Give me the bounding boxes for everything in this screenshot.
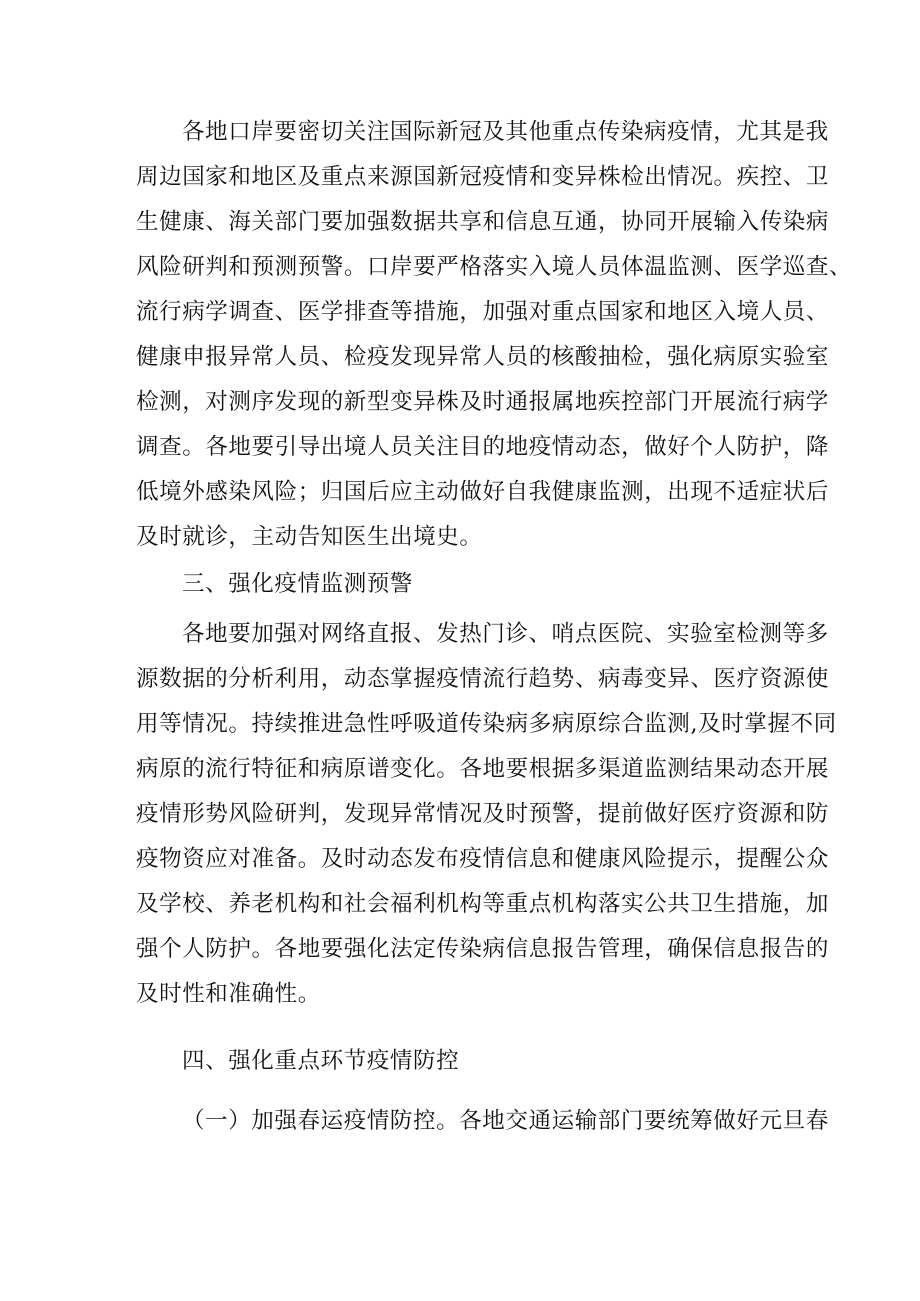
paragraph-line: 各地要加强对网络直报、发热门诊、哨点医院、实验室检测等多 (182, 621, 829, 647)
paragraph-line: 源数据的分析利用，动态掌握疫情流行趋势、病毒变异、医疗资源使 (136, 666, 830, 692)
paragraph-line: 风险研判和预测预警。口岸要严格落实入境人员体温监测、医学巡查、 (136, 254, 853, 280)
paragraph-line: 低境外感染风险；归国后应主动做好自我健康监测，出现不适症状后 (136, 479, 830, 505)
paragraph-line: 及学校、养老机构和社会福利机构等重点机构落实公共卫生措施，加 (136, 891, 830, 917)
paragraph-line: 疫物资应对准备。及时动态发布疫情信息和健康风险提示，提醒公众 (136, 846, 830, 872)
paragraph-line: 健康申报异常人员、检疫发现异常人员的核酸抽检，强化病原实验室 (136, 344, 830, 370)
section-heading-monitoring: 三、强化疫情监测预警 (182, 571, 414, 597)
paragraph-line: 疫情形势风险研判，发现异常情况及时预警，提前做好医疗资源和防 (136, 801, 830, 827)
paragraph-line: 生健康、海关部门要加强数据共享和信息互通，协同开展输入传染病 (136, 209, 830, 235)
paragraph-line: 检测，对测序发现的新型变异株及时通报属地疾控部门开展流行病学 (136, 389, 830, 415)
paragraph-line: 强个人防护。各地要强化法定传染病信息报告管理，确保信息报告的 (136, 936, 830, 962)
paragraph-line: 及时就诊，主动告知医生出境史。 (136, 524, 483, 550)
paragraph-line: 周边国家和地区及重点来源国新冠疫情和变异株检出情况。疾控、卫 (136, 164, 830, 190)
paragraph-line: 调查。各地要引导出境人员关注目的地疫情动态，做好个人防护，降 (136, 434, 830, 460)
paragraph-line: 病原的流行特征和病原谱变化。各地要根据多渠道监测结果动态开展 (136, 756, 830, 782)
section-heading-key-links: 四、强化重点环节疫情防控 (182, 1048, 460, 1074)
paragraph-line: （一）加强春运疫情防控。各地交通运输部门要统筹做好元旦春 (182, 1108, 829, 1134)
paragraph-line: 用等情况。持续推进急性呼吸道传染病多病原综合监测,及时掌握不同 (136, 711, 837, 737)
paragraph-line: 各地口岸要密切关注国际新冠及其他重点传染病疫情，尤其是我 (182, 119, 829, 145)
paragraph-line: 及时性和准确性。 (136, 981, 321, 1007)
paragraph-line: 流行病学调查、医学排查等措施，加强对重点国家和地区入境人员、 (136, 299, 830, 325)
